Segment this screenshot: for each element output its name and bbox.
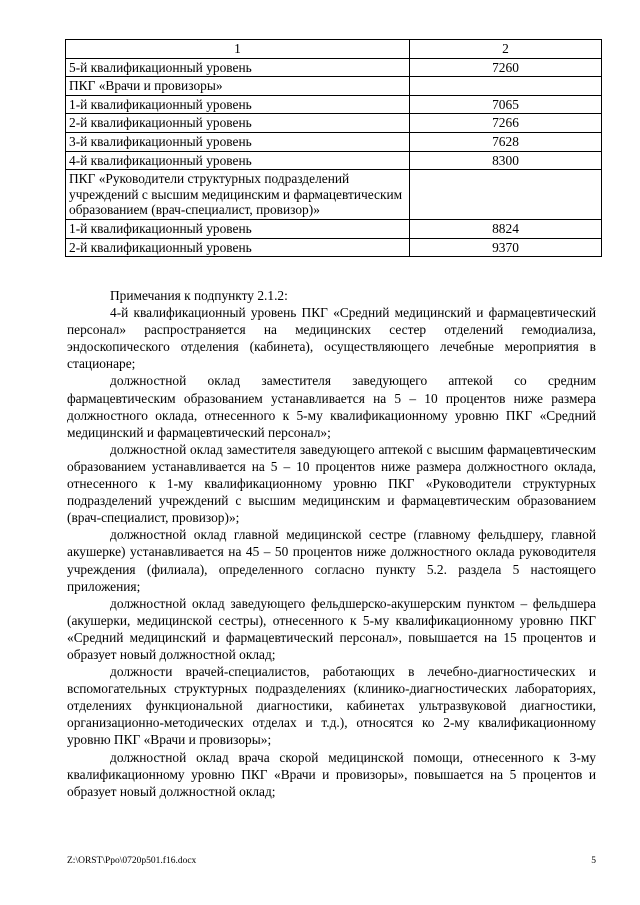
table-cell-value: 7065 (410, 95, 602, 114)
note-paragraph: должностной оклад заведующего фельдшерско-акушерским пунктом – фельдшера (акушерки, медицинской сестры), отнесенного к 5-му квалификационному уровню ПКГ «Средний медицинский и фармацевтический персонал», повышается на 15 процентов и образует новый должностной оклад; (67, 595, 596, 662)
table-cell-value: 9370 (410, 238, 602, 257)
table-row (66, 95, 602, 114)
table-row (66, 238, 602, 257)
table-cell-value: 8300 (410, 151, 602, 170)
table-row (66, 219, 602, 238)
table-cell-value: 8824 (410, 219, 602, 238)
table-cell-label: 2-й квалификационный уровень (66, 114, 410, 133)
table-cell-label: 1-й квалификационный уровень (66, 95, 410, 114)
note-paragraph: должностной оклад главной медицинской сестре (главному фельдшеру, главной акушерке) устанавливается на 45 – 50 процентов ниже должностного оклада руководителя учреждения (филиала), определенного согласно пункту 5.2. раздела 5 настоящего приложения; (67, 527, 596, 594)
table-row (66, 132, 602, 151)
note-paragraph: должностной оклад заместителя заведующего аптекой с высшим фармацевтическим образованием устанавливается на 5 – 10 процентов ниже размера должностного оклада, отнесенного к 1-му квалификационному уровню ПКГ «Руководители структурных подразделений учреждений с высшим медицинским и фармацевтическим образованием (врач-специалист, провизор)»; (67, 441, 596, 526)
table-cell-value: 7628 (410, 132, 602, 151)
table-row (66, 151, 602, 170)
table-cell-label: ПКГ «Руководители структурных подразделений учреждений с высшим медицинским и фармацевтическим образованием (врач-специалист, провизор)» (66, 170, 410, 220)
note-paragraph: 4-й квалификационный уровень ПКГ «Средний медицинский и фармацевтический персонал» распространяется на медицинских сестер отделений гемодиализа, эндоскопического отделения (кабинета), осуществляющего лечебные мероприятия в стационаре; (67, 305, 596, 372)
table-row (66, 58, 602, 77)
page-footer (67, 856, 596, 866)
table-header-cell-2: 2 (410, 40, 602, 59)
table-header-row (66, 40, 602, 59)
table-cell-label: 5-й квалификационный уровень (66, 58, 410, 77)
table-cell-value: 7266 (410, 114, 602, 133)
notes-title: Примечания к подпункту 2.1.2: (110, 288, 288, 303)
table-cell-label: ПКГ «Врачи и провизоры» (66, 77, 410, 96)
table-cell-value: 7260 (410, 58, 602, 77)
table-row (66, 170, 602, 220)
note-paragraph: должности врачей-специалистов, работающих в лечебно-диагностических и вспомогательных структурных подразделениях (клинико-диагностических лабораториях, отделениях функциональной диагностики, кабинетах ультразвуковой диагностики, организационно-методических отделах и т.д.), относятся ко 2-му квалификационному уровню ПКГ «Врачи и провизоры»; (67, 664, 596, 748)
table-cell-value (410, 77, 602, 96)
notes-section (67, 287, 596, 800)
note-paragraph: должностной оклад врача скорой медицинской помощи, отнесенного к 3-му квалификационному уровню ПКГ «Врачи и провизоры», повышается на 5 процентов и образует новый должностной оклад; (67, 749, 596, 799)
note-paragraph: должностной оклад заместителя заведующего аптекой со средним фармацевтическим образованием устанавливается на 5 – 10 процентов ниже размера должностного оклада, отнесенного к 5-му квалификационному уровню ПКГ «Средний медицинский и фармацевтический персонал»; (67, 373, 596, 440)
salary-table (65, 39, 602, 257)
page-number: 5 (591, 856, 596, 866)
table-cell-label: 1-й квалификационный уровень (66, 219, 410, 238)
table-cell-value (410, 170, 602, 220)
table-row (66, 114, 602, 133)
table-header-cell-1: 1 (66, 40, 410, 59)
table-cell-label: 3-й квалификационный уровень (66, 132, 410, 151)
table-cell-label: 4-й квалификационный уровень (66, 151, 410, 170)
file-path: Z:\ORST\Ppo\0720p501.f16.docx (67, 856, 197, 866)
table-cell-label: 2-й квалификационный уровень (66, 238, 410, 257)
table-row (66, 77, 602, 96)
